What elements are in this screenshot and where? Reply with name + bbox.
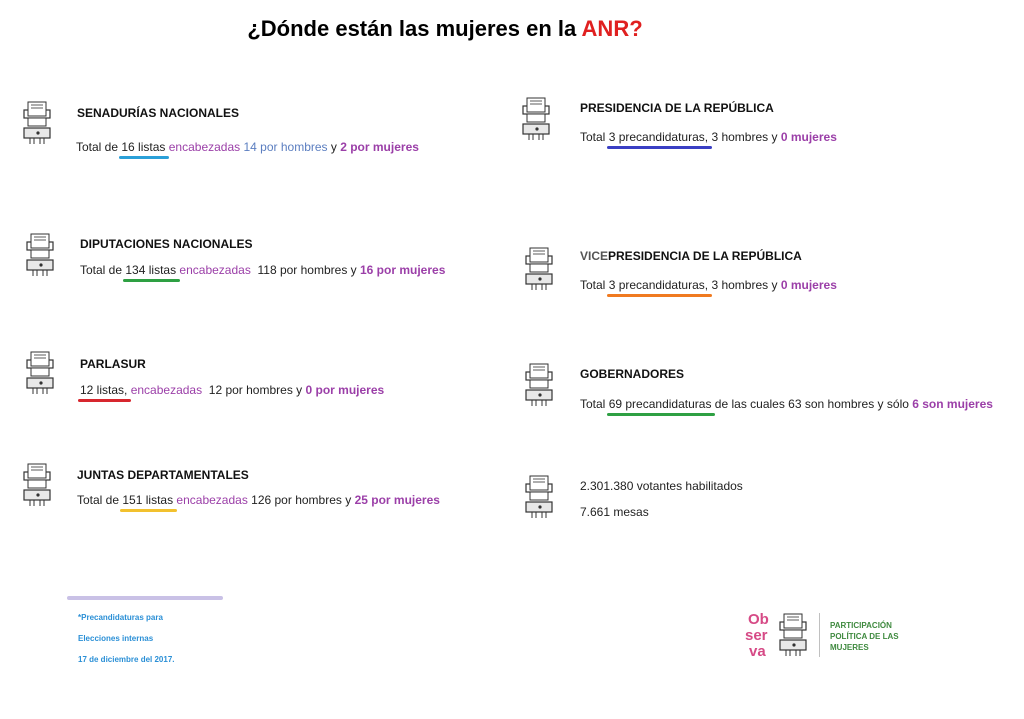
diputaciones-summary [80, 263, 445, 277]
logo-subtitle-2: POLÍTICA DE LAS [830, 632, 899, 641]
footer-note-line-1: *Precandidaturas para [78, 613, 163, 622]
diputaciones-men: 118 por hombres y [257, 263, 357, 277]
ballot-box-icon [524, 246, 554, 292]
presidencia-summary [580, 130, 837, 144]
logo-subtitle-3: MUJERES [830, 643, 869, 652]
mesas-count: 7.661 mesas [580, 505, 649, 519]
parlasur-men: 12 por hombres y [208, 383, 303, 397]
gobernadores-count: 69 precandidaturas [608, 397, 712, 411]
parlasur-count: 12 listas, [80, 383, 128, 397]
gobernadores-men: de las cuales 63 son hombres y sólo [714, 397, 909, 411]
gobernadores-title: GOBERNADORES [580, 367, 685, 381]
page-title [0, 16, 890, 42]
footer-note-line-2: Elecciones internas [78, 634, 154, 643]
juntas-men: 126 por hombres y [251, 493, 352, 507]
vicepresidencia-title-main: PRESIDENCIA DE LA REPÚBLICA [608, 249, 802, 263]
ballot-box-icon [524, 474, 554, 520]
footer-divider [67, 596, 223, 600]
summary-label: Total [580, 397, 606, 411]
logo-word-2: ser [745, 627, 768, 644]
diputaciones-title: DIPUTACIONES NACIONALES [80, 237, 253, 251]
senadurias-summary [76, 140, 419, 154]
diputaciones-women: 16 por mujeres [360, 263, 446, 277]
senadurias-title: SENADURÍAS NACIONALES [77, 106, 240, 120]
page-title-accent: ANR? [581, 16, 643, 41]
encabezadas-label: encabezadas [176, 493, 248, 507]
gobernadores-women: 6 son mujeres [912, 397, 993, 411]
logo-word-1: Ob [748, 611, 769, 628]
ballot-box-icon [524, 362, 554, 408]
vicepresidencia-summary [580, 278, 837, 292]
ballot-box-icon [521, 96, 551, 142]
logo-divider [819, 613, 820, 657]
ballot-box-icon [25, 232, 55, 278]
summary-label: Total de [76, 140, 119, 154]
presidencia-count: 3 precandidaturas, [608, 130, 709, 144]
senadurias-women: 2 por mujeres [340, 140, 419, 154]
vicepresidencia-title-prefix: VICE [580, 249, 609, 263]
presidencia-title: PRESIDENCIA DE LA REPÚBLICA [580, 101, 774, 115]
ballot-box-icon [22, 100, 52, 146]
logo-word-3: va [749, 643, 766, 660]
juntas-women: 25 por mujeres [354, 493, 440, 507]
diputaciones-count: 134 listas [125, 263, 177, 277]
ballot-box-icon [22, 462, 52, 508]
parlasur-women: 0 por mujeres [305, 383, 385, 397]
ballot-box-icon [25, 350, 55, 396]
vicepresidencia-title [580, 249, 802, 263]
summary-label: Total de [80, 263, 123, 277]
logo-subtitle-1: PARTICIPACIÓN [830, 621, 892, 630]
conjunction: y [330, 140, 337, 154]
parlasur-summary [80, 383, 384, 397]
vicepresidencia-women: 0 mujeres [780, 278, 837, 292]
summary-label: Total [580, 130, 606, 144]
vicepresidencia-men: 3 hombres y [711, 278, 778, 292]
presidencia-men: 3 hombres y [711, 130, 778, 144]
summary-label: Total [580, 278, 606, 292]
footer-note-line-3: 17 de diciembre del 2017. [78, 655, 175, 664]
senadurias-count: 16 listas [121, 140, 166, 154]
summary-label: Total de [77, 493, 120, 507]
page-title-prefix: ¿Dónde están las mujeres en la [247, 16, 577, 41]
encabezadas-label: encabezadas [179, 263, 251, 277]
votantes-count: 2.301.380 votantes habilitados [580, 479, 743, 493]
encabezadas-label: encabezadas [130, 383, 203, 397]
parlasur-title: PARLASUR [80, 357, 146, 371]
juntas-count: 151 listas [122, 493, 174, 507]
ballot-box-icon [778, 612, 808, 658]
juntas-summary [77, 493, 440, 507]
senadurias-men: 14 por hombres [243, 140, 328, 154]
vicepresidencia-count: 3 precandidaturas, [608, 278, 709, 292]
presidencia-women: 0 mujeres [780, 130, 837, 144]
encabezadas-label: encabezadas [168, 140, 241, 154]
juntas-title: JUNTAS DEPARTAMENTALES [77, 468, 249, 482]
gobernadores-summary [580, 397, 993, 411]
